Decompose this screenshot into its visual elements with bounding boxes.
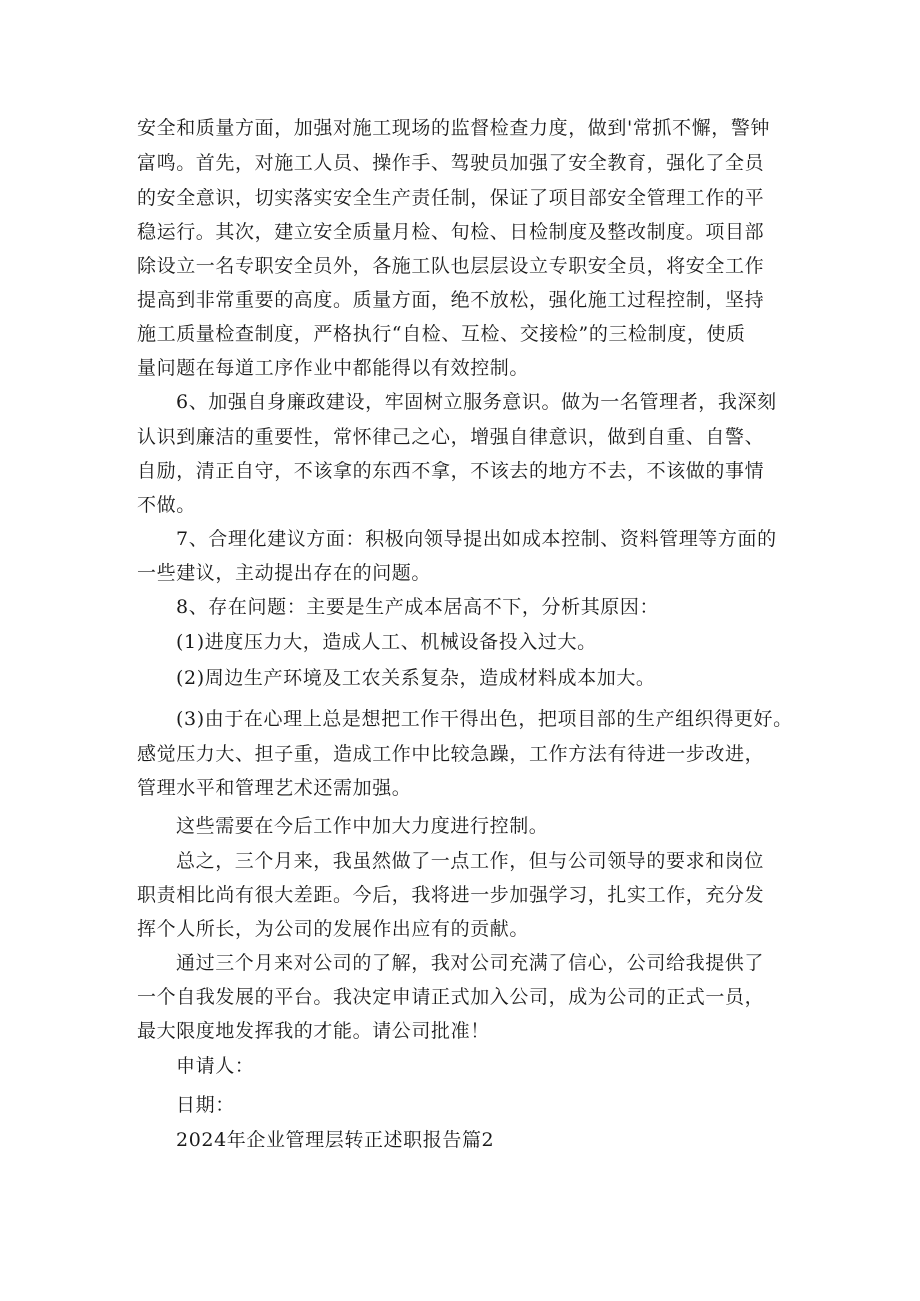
text-line: 一个自我发展的平台。我决定申请正式加入公司，成为公司的正式一员， [137,986,765,1008]
text-line: 量问题在每道工序作业中都能得以有效控制。 [137,357,530,379]
text-line: 管理水平和管理艺术还需加强。 [137,777,412,799]
text-line: 一些建议，主动提出存在的问题。 [137,562,432,584]
text-line: (3)由于在心理上总是想把工作干得出色，把项目部的生产组织得更好。 [176,708,793,730]
text-line: 总之，三个月来，我虽然做了一点工作，但与公司领导的要求和岗位 [176,850,765,872]
text-line: 职责相比尚有很大差距。今后，我将进一步加强学习，扎实工作，充分发 [137,884,765,906]
text-line: 提高到非常重要的高度。质量方面，绝不放松，强化施工过程控制，坚持 [137,289,765,311]
text-line: 最大限度地发挥我的才能。请公司批准！ [137,1020,490,1042]
date-label: 日期： [176,1094,235,1116]
text-line: (2)周边生产环境及工农关系复杂，造成材料成本加大。 [176,667,656,689]
text-line: 挥个人所长，为公司的发展作出应有的贡献。 [137,918,530,940]
section-heading: 2024年企业管理层转正述职报告篇2 [176,1129,495,1151]
text-line: 8、存在问题：主要是生产成本居高不下，分析其原因： [176,596,660,618]
text-line: 通过三个月来对公司的了解，我对公司充满了信心，公司给我提供了 [176,952,765,974]
text-line: 施工质量检查制度，严格执行“自检、互检、交接检”的三检制度，使质 [137,323,746,345]
applicant-label: 申请人： [176,1055,255,1077]
text-line: 的安全意识，切实落实安全生产责任制，保证了项目部安全管理工作的平 [137,187,765,209]
text-line: 稳运行。其次，建立安全质量月检、旬检、日检制度及整改制度。项目部 [137,221,765,243]
text-line: 自励，清正自守，不该拿的东西不拿，不该去的地方不去，不该做的事情 [137,460,765,482]
text-line: 7、合理化建议方面：积极向领导提出如成本控制、资料管理等方面的 [176,528,777,550]
text-line: 除设立一名专职安全员外，各施工队也层层设立专职安全员，将安全工作 [137,255,765,277]
text-line: 认识到廉洁的重要性，常怀律己之心，增强自律意识，做到自重、自警、 [137,426,765,448]
text-line: 安全和质量方面，加强对施工现场的监督检查力度，做到'常抓不懈，警钟 [137,117,771,139]
text-line: 6、加强自身廉政建设，牢固树立服务意识。做为一名管理者，我深刻 [176,391,777,413]
text-line: (1)进度压力大，造成人工、机械设备投入过大。 [176,631,597,653]
text-line: 不做。 [137,494,196,516]
text-line: 感觉压力大、担子重，造成工作中比较急躁，工作方法有待进一步改进， [137,743,765,765]
text-line: 这些需要在今后工作中加大力度进行控制。 [176,815,549,837]
text-line: 富鸣。首先，对施工人员、操作手、驾驶员加强了安全教育，强化了全员 [137,152,765,174]
